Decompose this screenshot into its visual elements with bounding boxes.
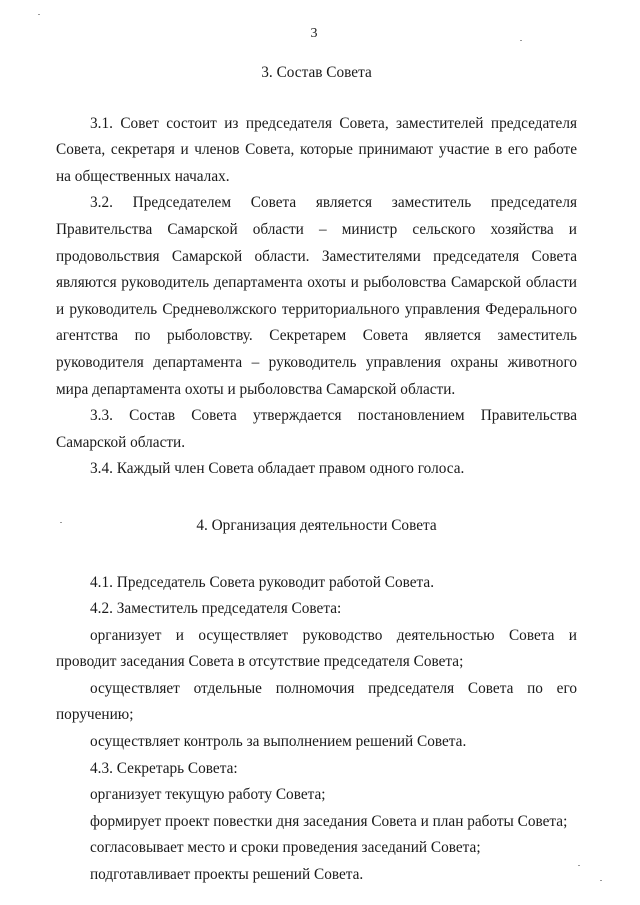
paragraph-4-3-item-3: согласовывает место и сроки проведения заседаний Совета; <box>90 839 481 857</box>
paragraph-3-4: 3.4. Каждый член Совета обладает правом одного голоса. <box>90 460 465 478</box>
paragraph-4-3-item-2: формирует проект повестки дня заседания Совета и план работы Совета; <box>90 812 568 830</box>
paragraph-4-2-item-3: осуществляет контроль за выполнением решений Совета. <box>90 733 467 751</box>
paragraph-3-2: 3.2. Председателем Совета является заместитель председателя Правительства Самарской области – министр сельского хозяйства и продовольствия Самарской области. Заместителями председателя Совета являются руководитель департамента охоты и рыболовства Самарской области и руководитель Средневолжского территориального управления Федерального агентства по рыболовству. Секретарем Совета является заместитель руководителя департамента – руководитель управления охраны животного мира департамента охоты и рыболовства Самарской области. <box>56 194 577 398</box>
section-4-title: 4. Организация деятельности Совета <box>196 516 437 534</box>
paragraph-4-1: 4.1. Председатель Совета руководит работой Совета. <box>90 573 435 591</box>
paragraph-3-1: 3.1. Совет состоит из председателя Совета, заместителей председателя Совета, секретаря и членов Совета, которые принимают участие в его работе на общественных началах. <box>56 114 577 185</box>
scan-speck <box>578 865 580 866</box>
scan-speck <box>60 522 62 523</box>
paragraph-4-2-item-1: организует и осуществляет руководство деятельностью Совета и проводит заседания Совета в отсутствие председателя Совета; <box>56 626 577 671</box>
section-3-title: 3. Состав Совета <box>261 64 372 81</box>
paragraph-3-3: 3.3. Состав Совета утверждается постановлением Правительства Самарской области. <box>56 407 577 451</box>
paragraph-4-2: 4.2. Заместитель председателя Совета: <box>90 600 342 618</box>
scan-speck <box>600 880 602 881</box>
scan-speck <box>38 14 40 15</box>
paragraph-4-3: 4.3. Секретарь Совета: <box>90 759 238 777</box>
paragraph-4-3-item-1: организует текущую работу Совета; <box>90 786 326 804</box>
scan-speck <box>520 40 522 41</box>
paragraph-4-3-item-4: подготавливает проекты решений Совета. <box>90 866 364 884</box>
paragraph-4-2-item-2: осуществляет отдельные полномочия председателя Совета по его поручению; <box>56 679 577 724</box>
document-body <box>56 60 577 889</box>
page-number: 3 <box>310 26 318 41</box>
